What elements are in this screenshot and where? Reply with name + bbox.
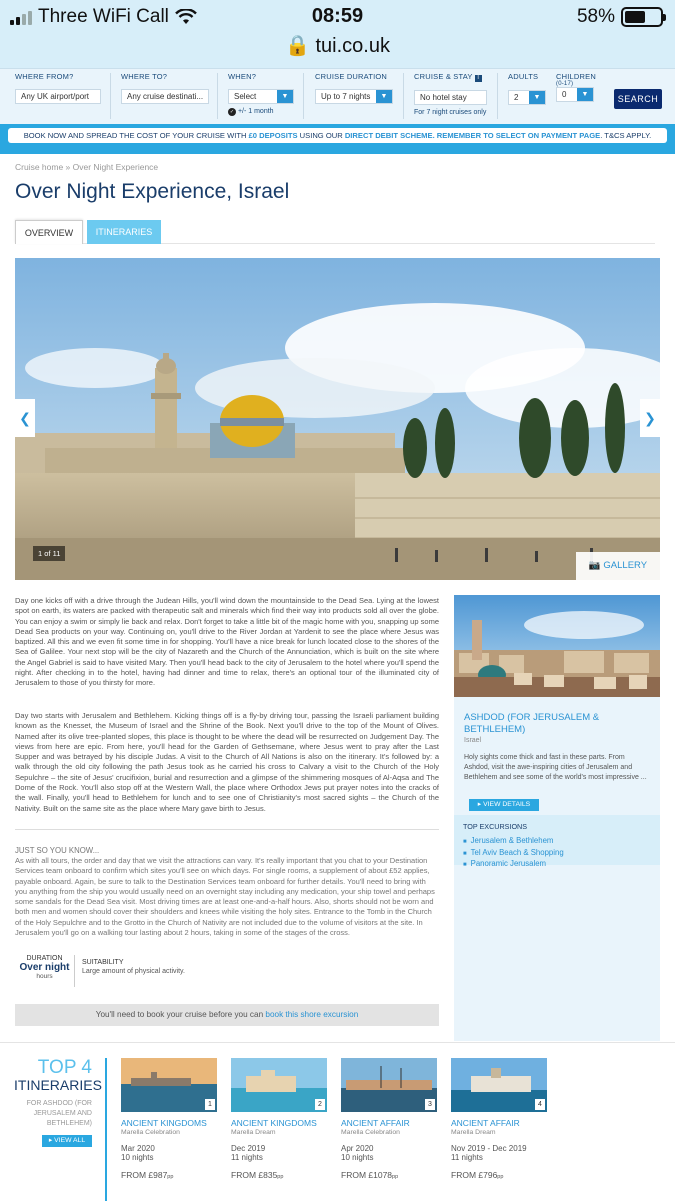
itinerary-rank: 1 (205, 1099, 215, 1110)
where-to-field (121, 72, 209, 104)
duration-label: CRUISE DURATION (315, 72, 388, 81)
when-label: WHEN? (228, 72, 257, 81)
duration-field (315, 72, 393, 104)
search-button[interactable]: SEARCH (614, 89, 662, 109)
itinerary-rank: 4 (535, 1099, 545, 1110)
duration-value: Up to 7 nights (321, 92, 371, 101)
hero-image (15, 258, 660, 580)
play-icon: ▸ (477, 801, 482, 808)
itinerary-price: FROM £1078pp (341, 1170, 399, 1180)
address-bar[interactable] (0, 33, 675, 58)
view-all-button[interactable]: ▸ VIEW ALL (42, 1135, 92, 1147)
itinerary-image (451, 1058, 547, 1112)
itinerary-card[interactable] (451, 1058, 547, 1180)
top-excursions-heading: TOP EXCURSIONS (463, 822, 528, 831)
chevron-down-icon: ▼ (277, 90, 293, 103)
port-image (454, 595, 660, 697)
itinerary-price: FROM £796pp (451, 1170, 504, 1180)
top4-line1: TOP 4 (37, 1057, 92, 1078)
battery-percent: 58% (576, 6, 615, 27)
itinerary-price: FROM £987pp (121, 1170, 174, 1180)
chevron-left-icon: ❮ (19, 410, 31, 426)
url-text: tui.co.uk (315, 35, 390, 57)
carousel-next-button[interactable] (640, 399, 660, 437)
cruise-stay-field (414, 72, 487, 116)
lock-icon: 🔒 (285, 35, 310, 57)
top-itineraries-section (0, 1042, 675, 1200)
just-so-you-know-text: As with all tours, the order and day that we visit the attractions can vary. It's really important that you chat to your Destination Services team onboard to confirm which sites you'll see on which days. For single rooms, a supplement of about £52 applies, payable onboard. Again, be sure to talk to the Destination Services team onboard for further details. You'll need to bring with you anything from the ship you would usually need on an overnight stay including any medication, your ship towel and perhaps some sandals for the Dead Sea visit. Most driving times are at least one-and-a-half hours. Also, shorts should not be worn and both men and women should cover their shoulders and knees while visiting the holy sites. Entrance to the Tomb in the Church of the Holy Sepulchre and to the Grotto in the Church of Nativity are not included due to the volume of visitors at the site. In Jerusalem you'll go on a walking tour lasting about 2 hours, taking in some of the stages of the cross. (15, 856, 435, 938)
check-icon: ✓ (229, 109, 235, 115)
itinerary-name[interactable]: ANCIENT AFFAIR (341, 1118, 410, 1128)
chevron-down-icon: ▼ (529, 91, 545, 104)
view-details-button[interactable]: ▸ VIEW DETAILS (469, 799, 539, 811)
page-title: Over Night Experience, Israel (15, 180, 290, 203)
cruise-stay-input[interactable]: No hotel stay (414, 90, 487, 105)
info-icon[interactable]: I (475, 75, 482, 82)
top4-line2: ITINERARIES (14, 1077, 102, 1093)
where-to-label: WHERE TO? (121, 72, 168, 81)
breadcrumb[interactable]: Cruise home » Over Night Experience (15, 162, 159, 172)
duration-select[interactable] (315, 89, 393, 104)
when-field (228, 72, 294, 116)
camera-icon: 📷 (588, 560, 601, 571)
itinerary-image (121, 1058, 217, 1112)
where-from-field (15, 72, 101, 104)
itinerary-nights: 11 nights (451, 1153, 483, 1162)
top-excursions (454, 815, 660, 868)
gallery-button[interactable] (576, 552, 660, 580)
chevron-down-icon: ▼ (577, 88, 593, 101)
when-select[interactable] (228, 89, 294, 104)
itinerary-nights: 11 nights (231, 1153, 263, 1162)
clock: 08:59 (311, 5, 364, 27)
cruise-search-bar (0, 68, 675, 124)
itinerary-nights: 10 nights (121, 1153, 154, 1162)
itinerary-rank: 2 (315, 1099, 325, 1110)
duration-info (15, 955, 75, 987)
itinerary-nights: 10 nights (341, 1153, 374, 1162)
itinerary-card[interactable] (341, 1058, 437, 1180)
excursion-link[interactable]: ■ Tel Aviv Beach & Shopping (463, 848, 651, 860)
battery (577, 6, 663, 28)
top4-for: FOR ASHDOD (FOR JERUSALEM AND BETHLEHEM) (26, 1100, 92, 1127)
itinerary-ship: Marella Celebration (121, 1129, 180, 1136)
book-excursion-link[interactable]: book this shore excursion (265, 1010, 359, 1019)
duration-heading: DURATION (26, 955, 63, 962)
adults-label: ADULTS (508, 72, 539, 81)
itinerary-name[interactable]: ANCIENT KINGDOMS (231, 1118, 317, 1128)
promo-text[interactable]: BOOK NOW AND SPREAD THE COST OF YOUR CRUISE WITH £0 DEPOSITS USING OUR DIRECT DEBIT SCHEME. REMEMBER TO SELECT ON PAYMENT PAGE. T&CS APPLY. (8, 128, 667, 143)
where-from-label: WHERE FROM? (15, 72, 74, 81)
flex-checkbox-row[interactable] (228, 108, 294, 116)
suitability-value: Large amount of physical activity. (82, 968, 185, 975)
children-age: (0-17) (556, 81, 574, 87)
excursion-link[interactable]: ■ Panoramic Jerusalem (463, 859, 651, 871)
port-name[interactable]: ASHDOD (FOR JERUSALEM & BETHLEHEM) (464, 712, 600, 735)
itinerary-card[interactable] (121, 1058, 217, 1180)
suitability-heading: SUITABILITY (82, 959, 124, 966)
when-value: Select (234, 92, 257, 101)
top-itineraries-heading (14, 1057, 102, 1147)
cruise-stay-label: CRUISE & STAY I (414, 72, 487, 82)
just-so-you-know-heading: JUST SO YOU KNOW... (15, 846, 100, 855)
description-day-two: Day two starts with Jerusalem and Bethlehem. Kicking things off is a fly-by driving tour, passing the Israeli parliament building known as the Knesset, the Museum of Israel and the Shrine of the Book. Next you'll drive to the top of the Mount of Olives. Named after its olive tree-planted slopes, this place is thought to be where the dead will be resurrected on Judgement Day. The views from here are epic. From here, you'll head for the Garden of Gethsemane, where Jesus went to pray after the Last Supper and was betrayed by his disciple Judas. A visit to the Church of All Nations is also on the itinerary. It's followed by: a walk through the old city following the path Jesus took as he carried his cross to Calvary a visit to the Church of the Holy Sepulchre – the site of Jesus' crucifixion, burial and resurrection and a glimpse of the shimmering mosques of Al-Aqsa and The Dome of the Rock. You'll also stop off at the Western Wall, the place where Orthodox Jews put prayer notes into the cracks of the wall. Finally, you'll head to Bethlehem for lunch and to see one of Christianity's most sacred sights – the Church of the Nativity. Built on the same site as the place where Mary gave birth to Jesus. (15, 711, 439, 813)
adults-field (508, 72, 546, 105)
flex-label: +/- 1 month (237, 108, 274, 115)
children-field (556, 72, 594, 102)
itinerary-ship: Marella Dream (451, 1129, 496, 1136)
itinerary-price: FROM £835pp (231, 1170, 284, 1180)
where-to-input[interactable]: Any cruise destinati... (121, 89, 209, 104)
chevron-right-icon: ❯ (644, 410, 656, 426)
description-day-one: Day one kicks off with a drive through the Judean Hills, you'll wind down the mountainside to the Dead Sea. Lying at the lowest spot on earth, its waters are packed with therapeutic salt and minerals which find their way into products sold all over the globe. You can enjoy a swim or simply lie back and relax. Don't forget to take a little bit of the magic home with you, snapping up some Dead Sea products on your way. Continuing on, you'll drive to the River Jordan at Yardenit to see the place where Jesus was baptized. All this and we even fit some time in for shopping. You'll have a nice break for lunch located close to the shores of the Sea of Galilee. Your next stop will be the city of Nazareth and the Church of the Annunciation, which is built on the site where the Angel Gabriel is said to have visited Mary. Then you'll head back to the city of Jerusalem to the hotel where you'll spend the night. After checking in to the hotel, having had dinner and time to relax, there's an optional tour of the illuminated city of Jerusalem to those of you thirsty for more. (15, 596, 439, 688)
itinerary-card[interactable] (231, 1058, 327, 1180)
carousel-prev-button[interactable] (15, 399, 35, 437)
itinerary-dates: Nov 2019 - Dec 2019 (451, 1144, 527, 1153)
children-value: 0 (562, 90, 567, 99)
excursion-link[interactable]: ■ Jerusalem & Bethlehem (463, 836, 651, 848)
port-sidebar (454, 595, 660, 1041)
children-select[interactable] (556, 87, 594, 102)
itinerary-dates: Apr 2020 (341, 1144, 374, 1153)
hero-carousel (15, 258, 660, 580)
divider (105, 1058, 107, 1201)
play-icon: ▸ (48, 1137, 53, 1144)
itinerary-image (231, 1058, 327, 1112)
port-description: Holy sights come thick and fast in these parts. From Ashdod, visit the awe-inspiring cities of Jerusalem and Bethlehem and see some of the world's most impressive ... (464, 754, 647, 781)
itinerary-ship: Marella Celebration (341, 1129, 400, 1136)
battery-icon (621, 7, 663, 27)
itinerary-name[interactable]: ANCIENT KINGDOMS (121, 1118, 207, 1128)
itinerary-dates: Mar 2020 (121, 1144, 155, 1153)
carrier-label: Three WiFi Call (38, 6, 169, 27)
itinerary-rank: 3 (425, 1099, 435, 1110)
adults-value: 2 (514, 93, 519, 102)
carousel-counter: 1 of 11 (33, 546, 65, 561)
suitability-info (82, 959, 282, 975)
where-from-input[interactable]: Any UK airport/port (15, 89, 101, 104)
itinerary-ship: Marella Dream (231, 1129, 276, 1136)
itinerary-dates: Dec 2019 (231, 1144, 266, 1153)
port-country: Israel (464, 737, 482, 744)
cruise-stay-note: For 7 night cruises only (414, 109, 487, 116)
tab-overview[interactable]: OVERVIEW (15, 220, 83, 244)
itinerary-image (341, 1058, 437, 1112)
chevron-down-icon: ▼ (376, 90, 392, 103)
children-label: CHILDREN (556, 72, 596, 81)
itinerary-name[interactable]: ANCIENT AFFAIR (451, 1118, 520, 1128)
adults-select[interactable] (508, 90, 546, 105)
gallery-label: GALLERY (603, 560, 648, 571)
tab-bar (15, 220, 655, 244)
duration-unit: hours (36, 973, 53, 980)
tab-itineraries[interactable]: ITINERARIES (87, 220, 161, 244)
divider (15, 829, 439, 830)
duration-value: Over night (19, 962, 70, 973)
status-bar (0, 0, 675, 68)
promo-banner (0, 124, 675, 154)
booking-notice: You'll need to book your cruise before you can book this shore excursion (15, 1004, 439, 1026)
